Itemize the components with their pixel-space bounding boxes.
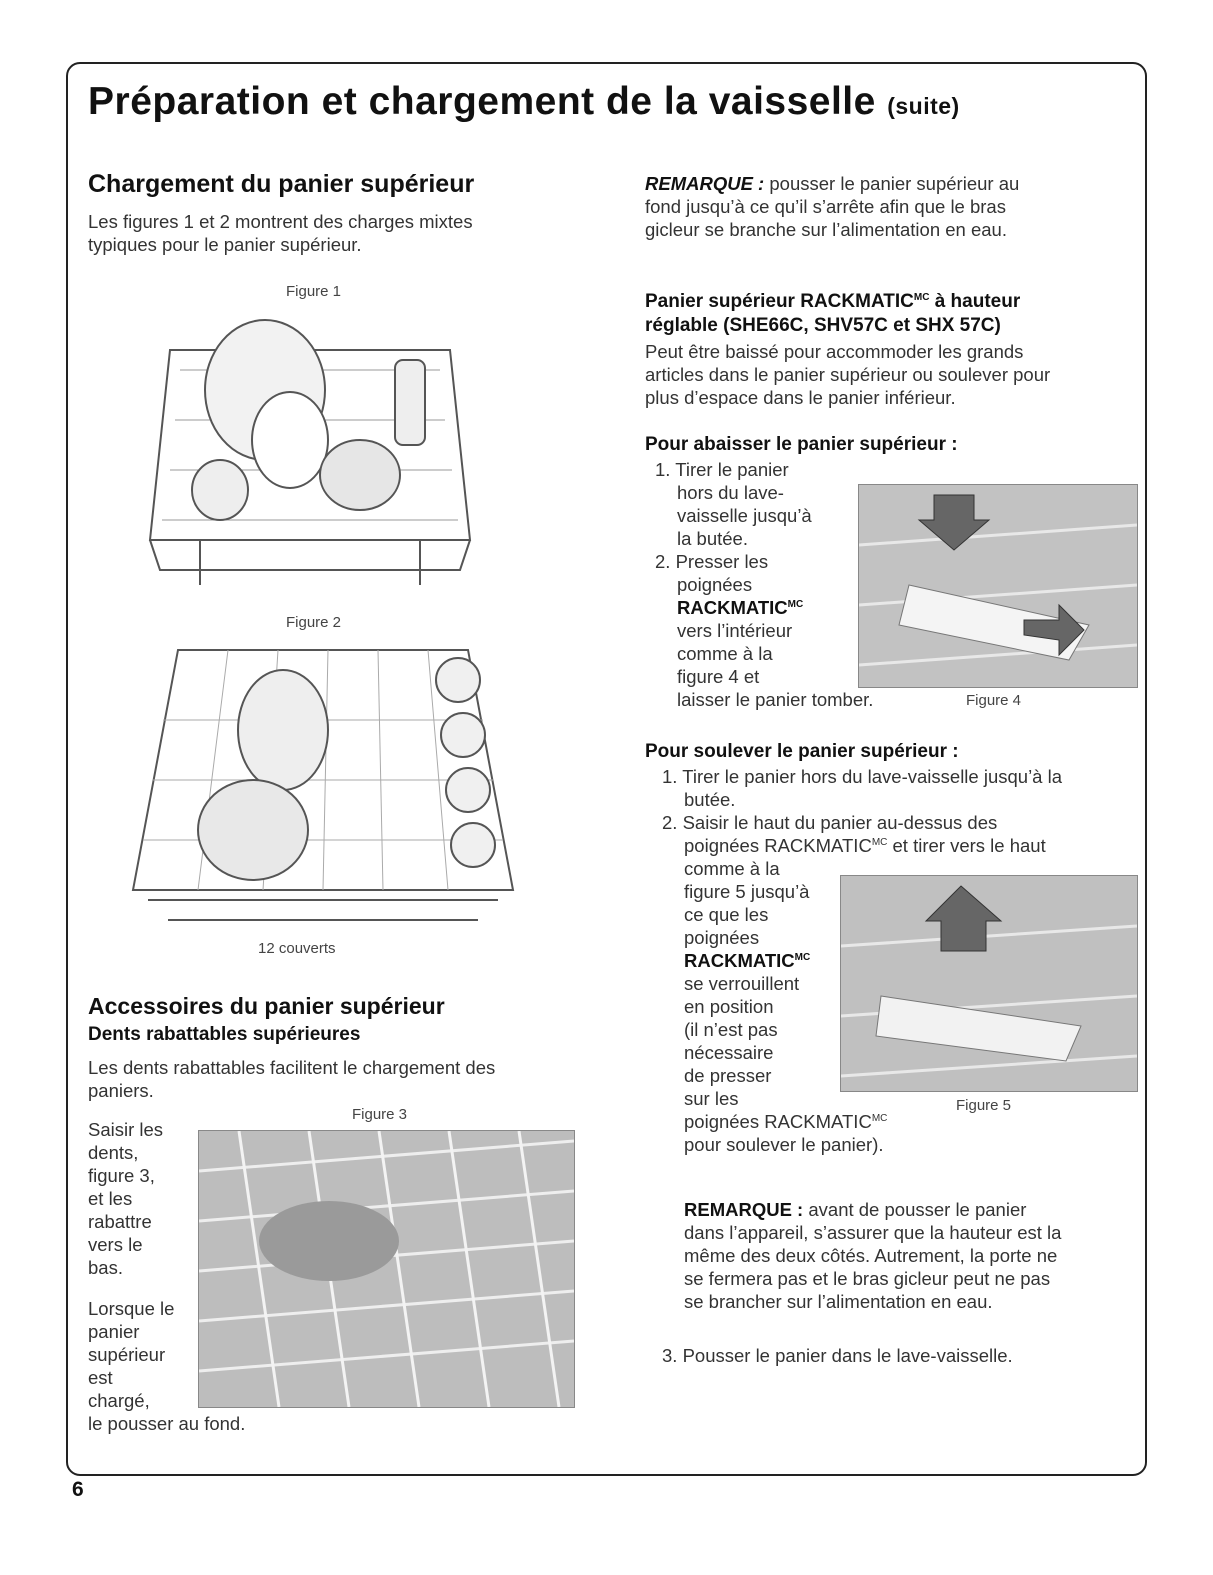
- raise-rack-steps: 1. Tirer le panier hors du lave-vaisselle jusqu’à la butée. 2. Saisir le haut du panier au-dessus des poignées $RACKMATIC^{MC}$ et tirer vers le haut comme à la figure 5 jusqu’à ce que les poignées $RACKMATIC^{MC}$ se verrouillent en position (il n’est pas nécessaire de presser sur les poignées $RACKMATIC^{MC}$ pour soulever le panier).: [662, 766, 1063, 1155]
- lower-rack-heading: Pour abaisser le panier supérieur :: [645, 434, 958, 455]
- remark-paragraph: REMARQUE : pousser le panier supérieur au fond jusqu’à ce qu’il s’arrête afin que le bras gicleur se branche sur l’alimentation en eau.: [645, 173, 1020, 240]
- figure3-photo: [198, 1130, 575, 1408]
- title-suffix: (suite): [887, 93, 960, 119]
- page-number: 6: [72, 1478, 84, 1501]
- raise-rack-heading: Pour soulever le panier supérieur :: [645, 741, 959, 762]
- load-text: Lorsque le panier supérieur est chargé, le pousser au fond.: [88, 1298, 246, 1434]
- adjustable-rack-heading: Panier supérieur $RACKMATIC^{MC}$ à hauteur réglable (SHE66C, SHV57C et SHX 57C): [645, 291, 1021, 336]
- lower-rack-steps: 1. Tirer le panier hors du lave- vaisselle jusqu’à la butée. 2. Presser les poignées $RACKMATIC^{MC}$ vers l’intérieur comme à la figure 4 et laisser le panier tomber.: [655, 459, 874, 710]
- remark2-paragraph: REMARQUE : avant de pousser le panier dans l’appareil, s’assurer que la hauteur est la même des deux côtés. Autrement, la porte ne se fermera pas et le bras gicleur peut ne pas se brancher sur l’alimentation en eau.: [684, 1199, 1062, 1312]
- figure3-label: Figure 3: [352, 1106, 408, 1123]
- figure2-caption: 12 couverts: [258, 940, 336, 957]
- remark2-label: REMARQUE :: [684, 1199, 804, 1220]
- figure1-illustration: [140, 310, 480, 605]
- adjustable-rack-text: Peut être baissé pour accommoder les grands articles dans le panier supérieur ou soulever pour plus d’espace dans le panier inférieur.: [645, 341, 1051, 408]
- tines-intro-text: Les dents rabattables facilitent le chargement des paniers.: [88, 1057, 496, 1101]
- figure2-illustration: [128, 640, 518, 935]
- figure5-photo: [840, 875, 1138, 1092]
- accessories-heading: Accessoires du panier supérieur: [88, 993, 445, 1019]
- figure4-label: Figure 4: [966, 692, 1022, 709]
- figure5-label: Figure 5: [956, 1097, 1012, 1114]
- step3-text: 3. Pousser le panier dans le lave-vaisselle.: [662, 1345, 1013, 1366]
- section-heading-loading: Chargement du panier supérieur: [88, 170, 475, 198]
- figure2-label: Figure 2: [286, 614, 342, 631]
- tines-steps-text: Saisir les dents, figure 3, et les rabattre vers le bas.: [88, 1119, 164, 1278]
- figure1-label: Figure 1: [286, 283, 342, 300]
- figure4-photo: [858, 484, 1138, 688]
- remark-label: REMARQUE :: [645, 173, 765, 194]
- intro-text: Les figures 1 et 2 montrent des charges mixtes typiques pour le panier supérieur.: [88, 211, 473, 255]
- page-title: Préparation et chargement de la vaisselle (suite): [88, 80, 960, 123]
- tines-heading: Dents rabattables supérieures: [88, 1024, 361, 1045]
